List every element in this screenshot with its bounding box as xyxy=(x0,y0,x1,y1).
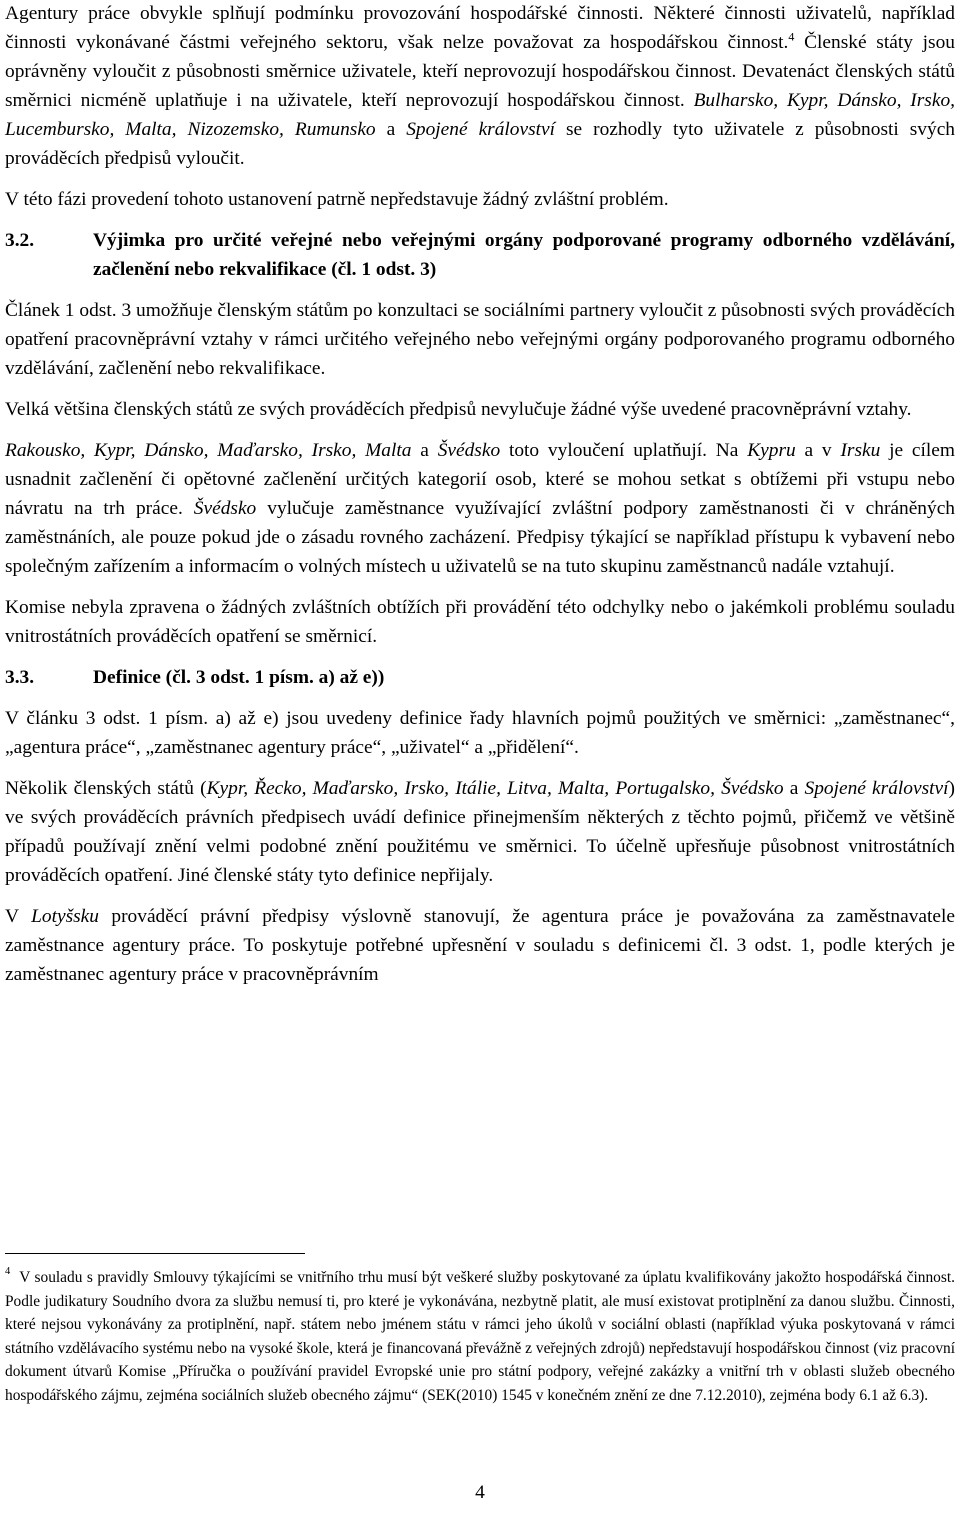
country-list: Bulharsko, Kypr, Dánsko, Irsko, Lucembursko, Malta, Nizozemsko, Rumunsko xyxy=(5,90,956,140)
text-run: je cílem usnadnit začlenění či opětovné začlenění určitých kategorií osob, které se mohou setkat s obtížemi při vstupu nebo návratu na trh práce. xyxy=(5,440,955,519)
country-name: Lotyšsku xyxy=(31,906,99,927)
paragraph-exclusion-countries xyxy=(5,436,955,581)
text-run: ) ve svých prováděcích právních předpisech uvádí definice přinejmenším některých z těchto pojmů, přičemž ve většině případů používají znění velmi podobné znění použitému ve směrnici. To účelně upřesňuje působnost vnitrostátních prováděcích opatření. Jiné členské státy tyto definice nepřijaly. xyxy=(5,778,955,886)
document-page xyxy=(5,0,956,1404)
text-run: a v xyxy=(795,440,841,461)
text-run: vylučuje zaměstnance využívající zvláštní podpory zaměstnanosti či v chráněných zaměstnáních, ale pouze pokud jde o zásadu rovného zacházení. Předpisy týkající se například přístupu k vybavení nebo společným zařízením a informacím o volných místech u uživatelů se na tuto skupinu zaměstnanců nadále vztahují. xyxy=(5,498,956,577)
text-run: Několik členských států ( xyxy=(5,778,207,799)
section-heading-3-2 xyxy=(5,226,955,284)
section-number: 3.3. xyxy=(5,667,35,688)
country-name: Spojené království xyxy=(804,778,949,799)
text-run: Agentury práce obvykle splňují podmínku provozování hospodářské činnosti. Některé činnosti uživatelů, například činnosti vykonávané částmi veřejného sektoru, však nelze považovat za hospodářskou činnost. xyxy=(5,3,955,53)
country-name: Spojené království xyxy=(406,119,556,140)
paragraph-latvia xyxy=(5,902,955,989)
country-name: Švédsko xyxy=(437,440,501,461)
paragraph-member-states-definitions xyxy=(5,774,955,890)
text-run: a xyxy=(783,778,805,799)
footnote-mark: 4 xyxy=(5,1266,11,1277)
section-title: Výjimka pro určité veřejné nebo veřejnými orgány podporované programy odborného vzdělávání, začlenění nebo rekvalifikace (čl. 1 odst. 3) xyxy=(93,230,955,280)
footnote-separator xyxy=(5,1253,305,1254)
country-name: Kypru xyxy=(747,440,796,461)
country-list: Kypr, Řecko, Maďarsko, Irsko, Itálie, Litva, Malta, Portugalsko, Švédsko xyxy=(206,778,784,799)
text-run: se rozhodly tyto uživatele z působnosti svých prováděcích předpisů vyloučit. xyxy=(5,119,955,169)
paragraph-definitions: V článku 3 odst. 1 písm. a) až e) jsou uvedeny definice řady hlavních pojmů použitých ve směrnici: „zaměstnanec“, „agentura práce“, „zaměstnanec agentury práce“, „uživatel“ a „přidělení“. xyxy=(5,708,955,758)
text-run: Členské státy jsou oprávněny vyloučit z působnosti směrnice uživatele, kteří neprovozují hospodářskou činnost. Devatenáct členských států směrnici nicméně uplatňuje i na uživatele, kteří neprovozují hospodářskou činnost. xyxy=(5,32,955,111)
footnote-text: V souladu s pravidly Smlouvy týkajícími se vnitřního trhu musí být veškeré služby poskytované za úplatu kvalifikovány jakožto hospodářská činnost. Podle judikatury Soudního dvora za službu nemusí ti, pro které je vykonávána, nezbytně platit, ale musí existovat protiplnění za danou službu. Činnosti, které nejsou vykonávány za protiplnění, např. státem nebo jménem státu v rámci jeho úkolů v sociální oblasti (například výuka poskytovaná v rámci státního vzdělávacího systému nebo na vysoké škole, která je financovaná převážně z veřejných zdrojů) nepředstavují hospodářskou činnost (viz pracovní dokument útvarů Komise „Příručka o používání pravidel Evropské unie pro státní podpory, veřejné zakázky a vnitřní trh v oblasti služeb obecného hospodářského zájmu, zejména sociálních služeb obecného zájmu“ (SEK(2010) 1545 v konečném znění ze dne 7.12.2010), zejména body 6.1 až 6.3). xyxy=(5,1269,955,1404)
country-name: Irsku xyxy=(840,440,881,461)
footnote xyxy=(5,1266,955,1407)
section-heading-3-3 xyxy=(5,663,955,692)
section-number: 3.2. xyxy=(5,230,35,251)
paragraph-economic-activity xyxy=(5,0,955,173)
country-list: Rakousko, Kypr, Dánsko, Maďarsko, Irsko, Malta xyxy=(5,440,412,461)
page-number: 4 xyxy=(475,1482,485,1503)
text-run: a xyxy=(411,440,438,461)
paragraph-majority: Velká většina členských států ze svých prováděcích předpisů nevylučuje žádné výše uvedené pracovněprávní vztahy. xyxy=(5,399,912,420)
text-run: V xyxy=(5,906,32,927)
footnote-reference[interactable]: 4 xyxy=(788,29,795,44)
text-run: toto vyloučení uplatňují. Na xyxy=(500,440,748,461)
paragraph-commission: Komise nebyla zpravena o žádných zvláštních obtížích při provádění této odchylky nebo o jakémkoli problému souladu vnitrostátních prováděcích opatření se směrnicí. xyxy=(5,597,955,647)
text-run: prováděcí právní předpisy výslovně stanovují, že agentura práce je považována za zaměstnavatele zaměstnance agentury práce. To poskytuje potřebné upřesnění v souladu s definicemi čl. 3 odst. 1, podle kterých je zaměstnanec agentury práce v pracovněprávním xyxy=(5,906,955,985)
section-title: Definice (čl. 3 odst. 1 písm. a) až e)) xyxy=(93,667,385,688)
country-name: Švédsko xyxy=(193,498,257,519)
paragraph-article-1-3: Článek 1 odst. 3 umožňuje členským státům po konzultaci se sociálními partnery vyloučit z působnosti svých prováděcích opatření pracovněprávní vztahy v rámci určitého veřejného nebo veřejnými orgány podporovaného programu odborného vzdělávání, začlenění nebo rekvalifikace. xyxy=(5,300,955,379)
text-run: a xyxy=(375,119,407,140)
paragraph-no-problem: V této fázi provedení tohoto ustanovení patrně nepředstavuje žádný zvláštní problém. xyxy=(5,189,669,210)
